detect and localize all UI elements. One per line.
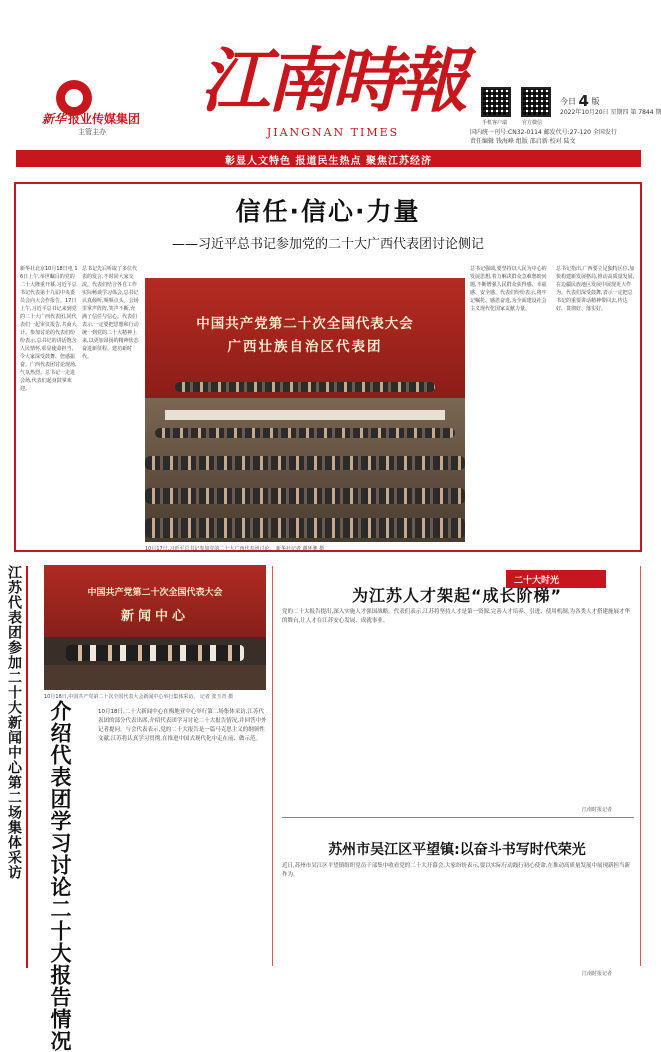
paper-title: 江南時報 — [200, 39, 464, 122]
article-divider — [282, 817, 634, 818]
photo-people-row — [155, 428, 455, 438]
news-center-body: 10月18日,二十大新闻中心在梅地亚中心举行第二场集体采访,江苏代表团的部分代表出席,介绍代表团学习讨论二十大报告情况,并回答中外记者提问。与会代表表示,党的二十大报告是一篇马克思主义的纲领性文献,江苏将认真学习贯彻,在推进中国式现代化中走在前、做示范。 — [98, 709, 267, 742]
photo-panel-table — [66, 645, 244, 661]
issue-date: 2022年10月20日 星期四 — [560, 109, 629, 116]
feature-headline[interactable]: 信任·信心·力量 — [235, 197, 421, 226]
group-name-text: 报业传媒集团 — [68, 112, 141, 126]
feature-body-col-3: 总书记强调,要坚持以人民为中心的发展思想,着力解决群众急难愁盼问题,不断增强人民群众获得感、幸福感、安全感。代表们纷纷表示,将牢记嘱托、感恩奋进,为全面建设社会主义现代化国家贡献力量。 — [470, 266, 547, 312]
talent-article-byline: 江南时报记者 — [582, 807, 613, 813]
news-center-photo[interactable] — [44, 565, 266, 690]
group-name — [42, 110, 140, 127]
photo-backdrop-text-2: 新闻中心 — [120, 609, 189, 624]
suzhou-article-headline[interactable]: 苏州市吴江区平望镇:以奋斗书写时代荣光 — [328, 842, 586, 858]
feature-photo-caption: 10月17日,习近平总书记参加党的二十大广西代表团讨论。 新华社记者 谢环驰 摄 — [145, 546, 325, 552]
suzhou-article-body: 近日,苏州市吴江区平望镇组织党员干部集中收看党的二十大开幕会,大家纷纷表示,要以实际行动践行初心使命,在推动高质量发展中展现新担当新作为。 — [282, 863, 630, 878]
photo-banner-1: 中国共产党第二十次全国代表大会 — [196, 316, 414, 332]
dateline — [560, 107, 661, 116]
news-center-photo-caption: 10月18日,中国共产党第二十次全国代表大会新闻中心举行集体采访。 记者 张玉青 摄 — [44, 694, 234, 700]
feature-body-col-1: 新华社北京10月18日电 16日上午,举世瞩目的党的二十大隆重开幕,习近平总书记代表第十九届中央委员会向大会作报告。17日上午,习近平总书记来到党的二十大广西代表团,同代表们一起审议报告,共商大计。参加讨论的代表们纷纷表示,总书记的讲话饱含人民情怀,彰显使命担当,令大家深受鼓舞、倍感振奋。广西代表团讨论现场,气氛热烈。总书记一走进会场,代表们起身鼓掌欢迎。 — [20, 266, 78, 392]
issue-number: 第 7844 期 — [630, 109, 661, 116]
pages-prefix: 今日 — [560, 97, 576, 106]
suzhou-article-byline: 江南时报记者 — [582, 971, 613, 977]
pages-suffix: 版 — [591, 97, 600, 106]
slogan-text: 彰显人文特色 报道民生热点 聚焦江苏经济 — [225, 156, 432, 167]
photo-backdrop-text-1: 中国共产党第二十次全国代表大会 — [87, 588, 223, 598]
paper-subtitle: JIANGNAN TIMES — [266, 126, 400, 139]
news-center-side-title — [4, 565, 34, 935]
news-center-side-title-text: 江苏代表团参加二十大新闻中心第二场集体采访 — [6, 565, 22, 880]
sponsor-label: 主管主办 — [78, 128, 106, 136]
group-brand: 新华 — [42, 112, 67, 126]
publication-info-line-1: 国内统一刊号:CN32-0114 邮发代号:27-120 全国发行 — [470, 129, 617, 136]
qr-code-app[interactable] — [481, 87, 511, 117]
photo-people-row — [145, 518, 465, 538]
news-center-headline-text: 介绍代表团学习讨论二十大报告情况 — [48, 700, 72, 1052]
publication-info — [470, 128, 617, 146]
right-block-rule-right — [640, 566, 641, 966]
qr-label-wechat: 官方微信 — [522, 120, 543, 126]
qr-label-app: 手机客户端 — [482, 120, 508, 126]
feature-subheadline: ——习近平总书记参加党的二十大广西代表团讨论侧记 — [171, 237, 484, 252]
right-block-rule-left — [272, 566, 273, 966]
column-tag-text: 二十大时光 — [514, 576, 560, 586]
talent-article-body: 党的二十大报告提出,深入实施人才强国战略。代表们表示,江苏将坚持人才是第一资源,完善人才培养、引进、使用机制,为各类人才搭建施展才华的舞台,让人才在江苏安心发展、成就事业。 — [282, 609, 630, 624]
feature-body-col-2: 总书记先后听取了多位代表的发言,不时同大家交流。代表们结合各自工作实际畅谈学习体会,总书记认真倾听,频频点头。会场里掌声阵阵,笑声不断,充满了信任与信心。代表们表示,一定要把思想和行动统一到党的二十大精神上来,以更加昂扬的精神状态奋进新征程、建功新时代。 — [82, 266, 139, 360]
qr-code-wechat[interactable] — [521, 87, 551, 117]
slogan-bar — [16, 150, 641, 167]
photo-people-row — [145, 488, 465, 504]
photo-people-row — [175, 382, 435, 392]
photo-floor — [44, 665, 266, 690]
paper-title-block — [196, 39, 468, 123]
photo-backdrop — [44, 565, 266, 637]
feature-body-col-4: 总书记指出,广西要立足独特区位,加快构建新发展格局,推动高质量发展,在边疆民族地区发展中展现更大作为。代表们深受鼓舞,表示一定把总书记的重要讲话精神带回去,传达好、贯彻好、落实好。 — [556, 266, 635, 312]
pages-number: 4 — [578, 92, 589, 110]
photo-banner-2: 广西壮族自治区代表团 — [227, 339, 383, 355]
talent-article-headline[interactable]: 为江苏人才架起“成长阶梯” — [351, 586, 563, 605]
feature-photo[interactable] — [145, 278, 465, 542]
news-center-headline[interactable] — [48, 700, 98, 1052]
publication-info-line-2: 责任编辑 钱海峰 组版 邵启新 校对 陆文 — [470, 138, 576, 145]
photo-table — [165, 410, 445, 420]
photo-people-row — [145, 456, 465, 470]
